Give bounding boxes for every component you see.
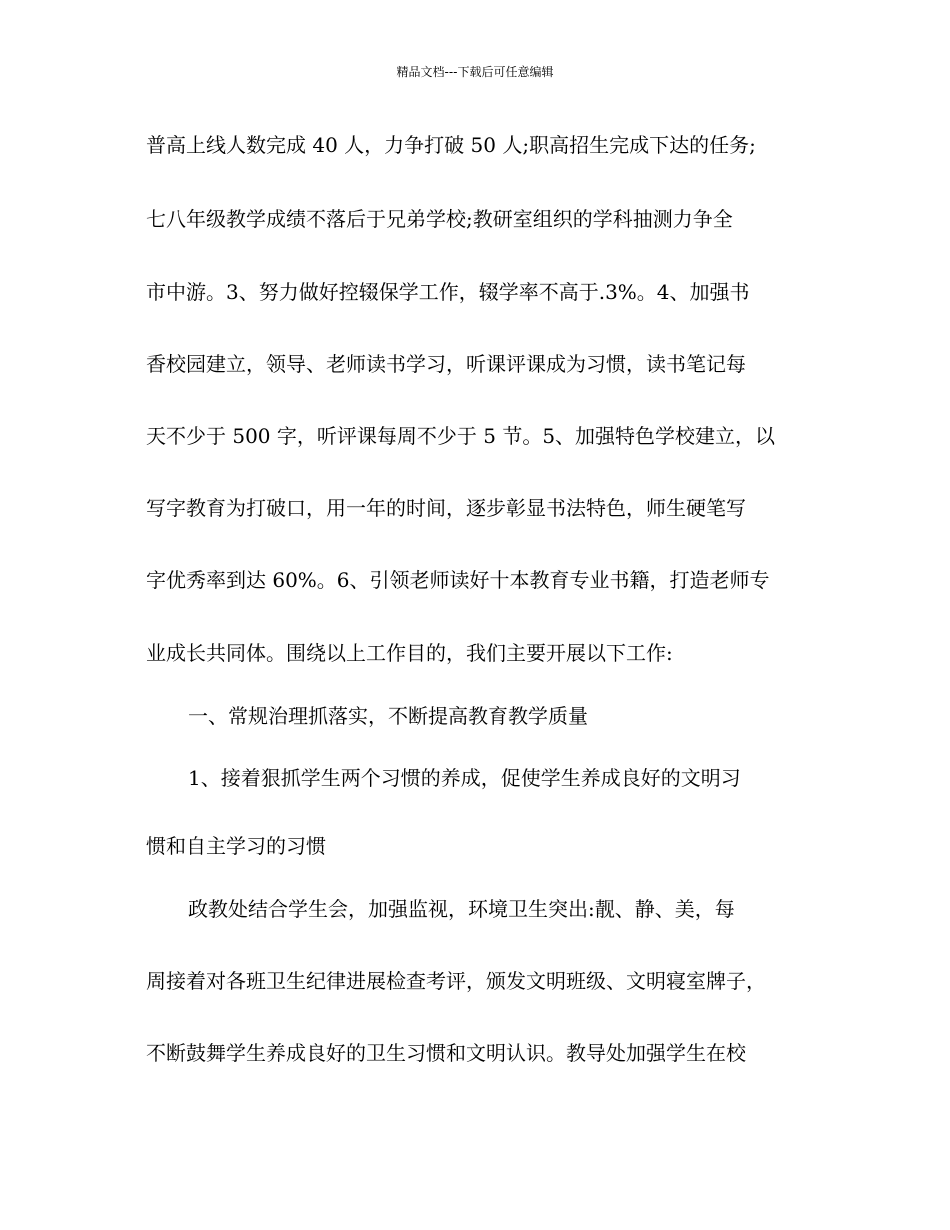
body-line: 市中游。3、努力做好控辍保学工作，辍学率不高于.3%。4、加强书 — [146, 280, 750, 304]
body-line: 周接着对各班卫生纪律进展检查考评，颁发文明班级、文明寝室牌子， — [146, 969, 766, 993]
body-line: 天不少于 500 字，听评课每周不少于 5 节。5、加强特色学校建立，以 — [146, 424, 776, 448]
body-line: 七八年级教学成绩不落后于兄弟学校;教研室组织的学科抽测力争全 — [146, 207, 733, 231]
paragraph-start: 政教处结合学生会，加强监视，环境卫生突出:靓、静、美，每 — [188, 897, 735, 921]
page-header: 精品文档---下载后可任意编辑 — [396, 65, 554, 79]
body-line: 不断鼓舞学生养成良好的卫生习惯和文明认识。教导处加强学生在校 — [146, 1041, 746, 1065]
subsection-heading: 1、接着狠抓学生两个习惯的养成，促使学生养成良好的文明习 — [188, 766, 741, 790]
body-line: 普高上线人数完成 40 人，力争打破 50 人;职高招生完成下达的任务; — [146, 133, 756, 157]
body-line: 香校园建立，领导、老师读书学习，听课评课成为习惯，读书笔记每 — [146, 352, 746, 376]
body-line: 写字教育为打破口，用一年的时间，逐步彰显书法特色，师生硬笔写 — [146, 496, 746, 520]
body-line: 业成长共同体。围绕以上工作目的，我们主要开展以下工作: — [146, 641, 673, 665]
body-line: 字优秀率到达 60%。6、引领老师读好十本教育专业书籍，打造老师专 — [146, 568, 770, 592]
body-line: 惯和自主学习的习惯 — [146, 834, 326, 858]
section-heading: 一、常规治理抓落实，不断提高教育教学质量 — [188, 704, 588, 728]
